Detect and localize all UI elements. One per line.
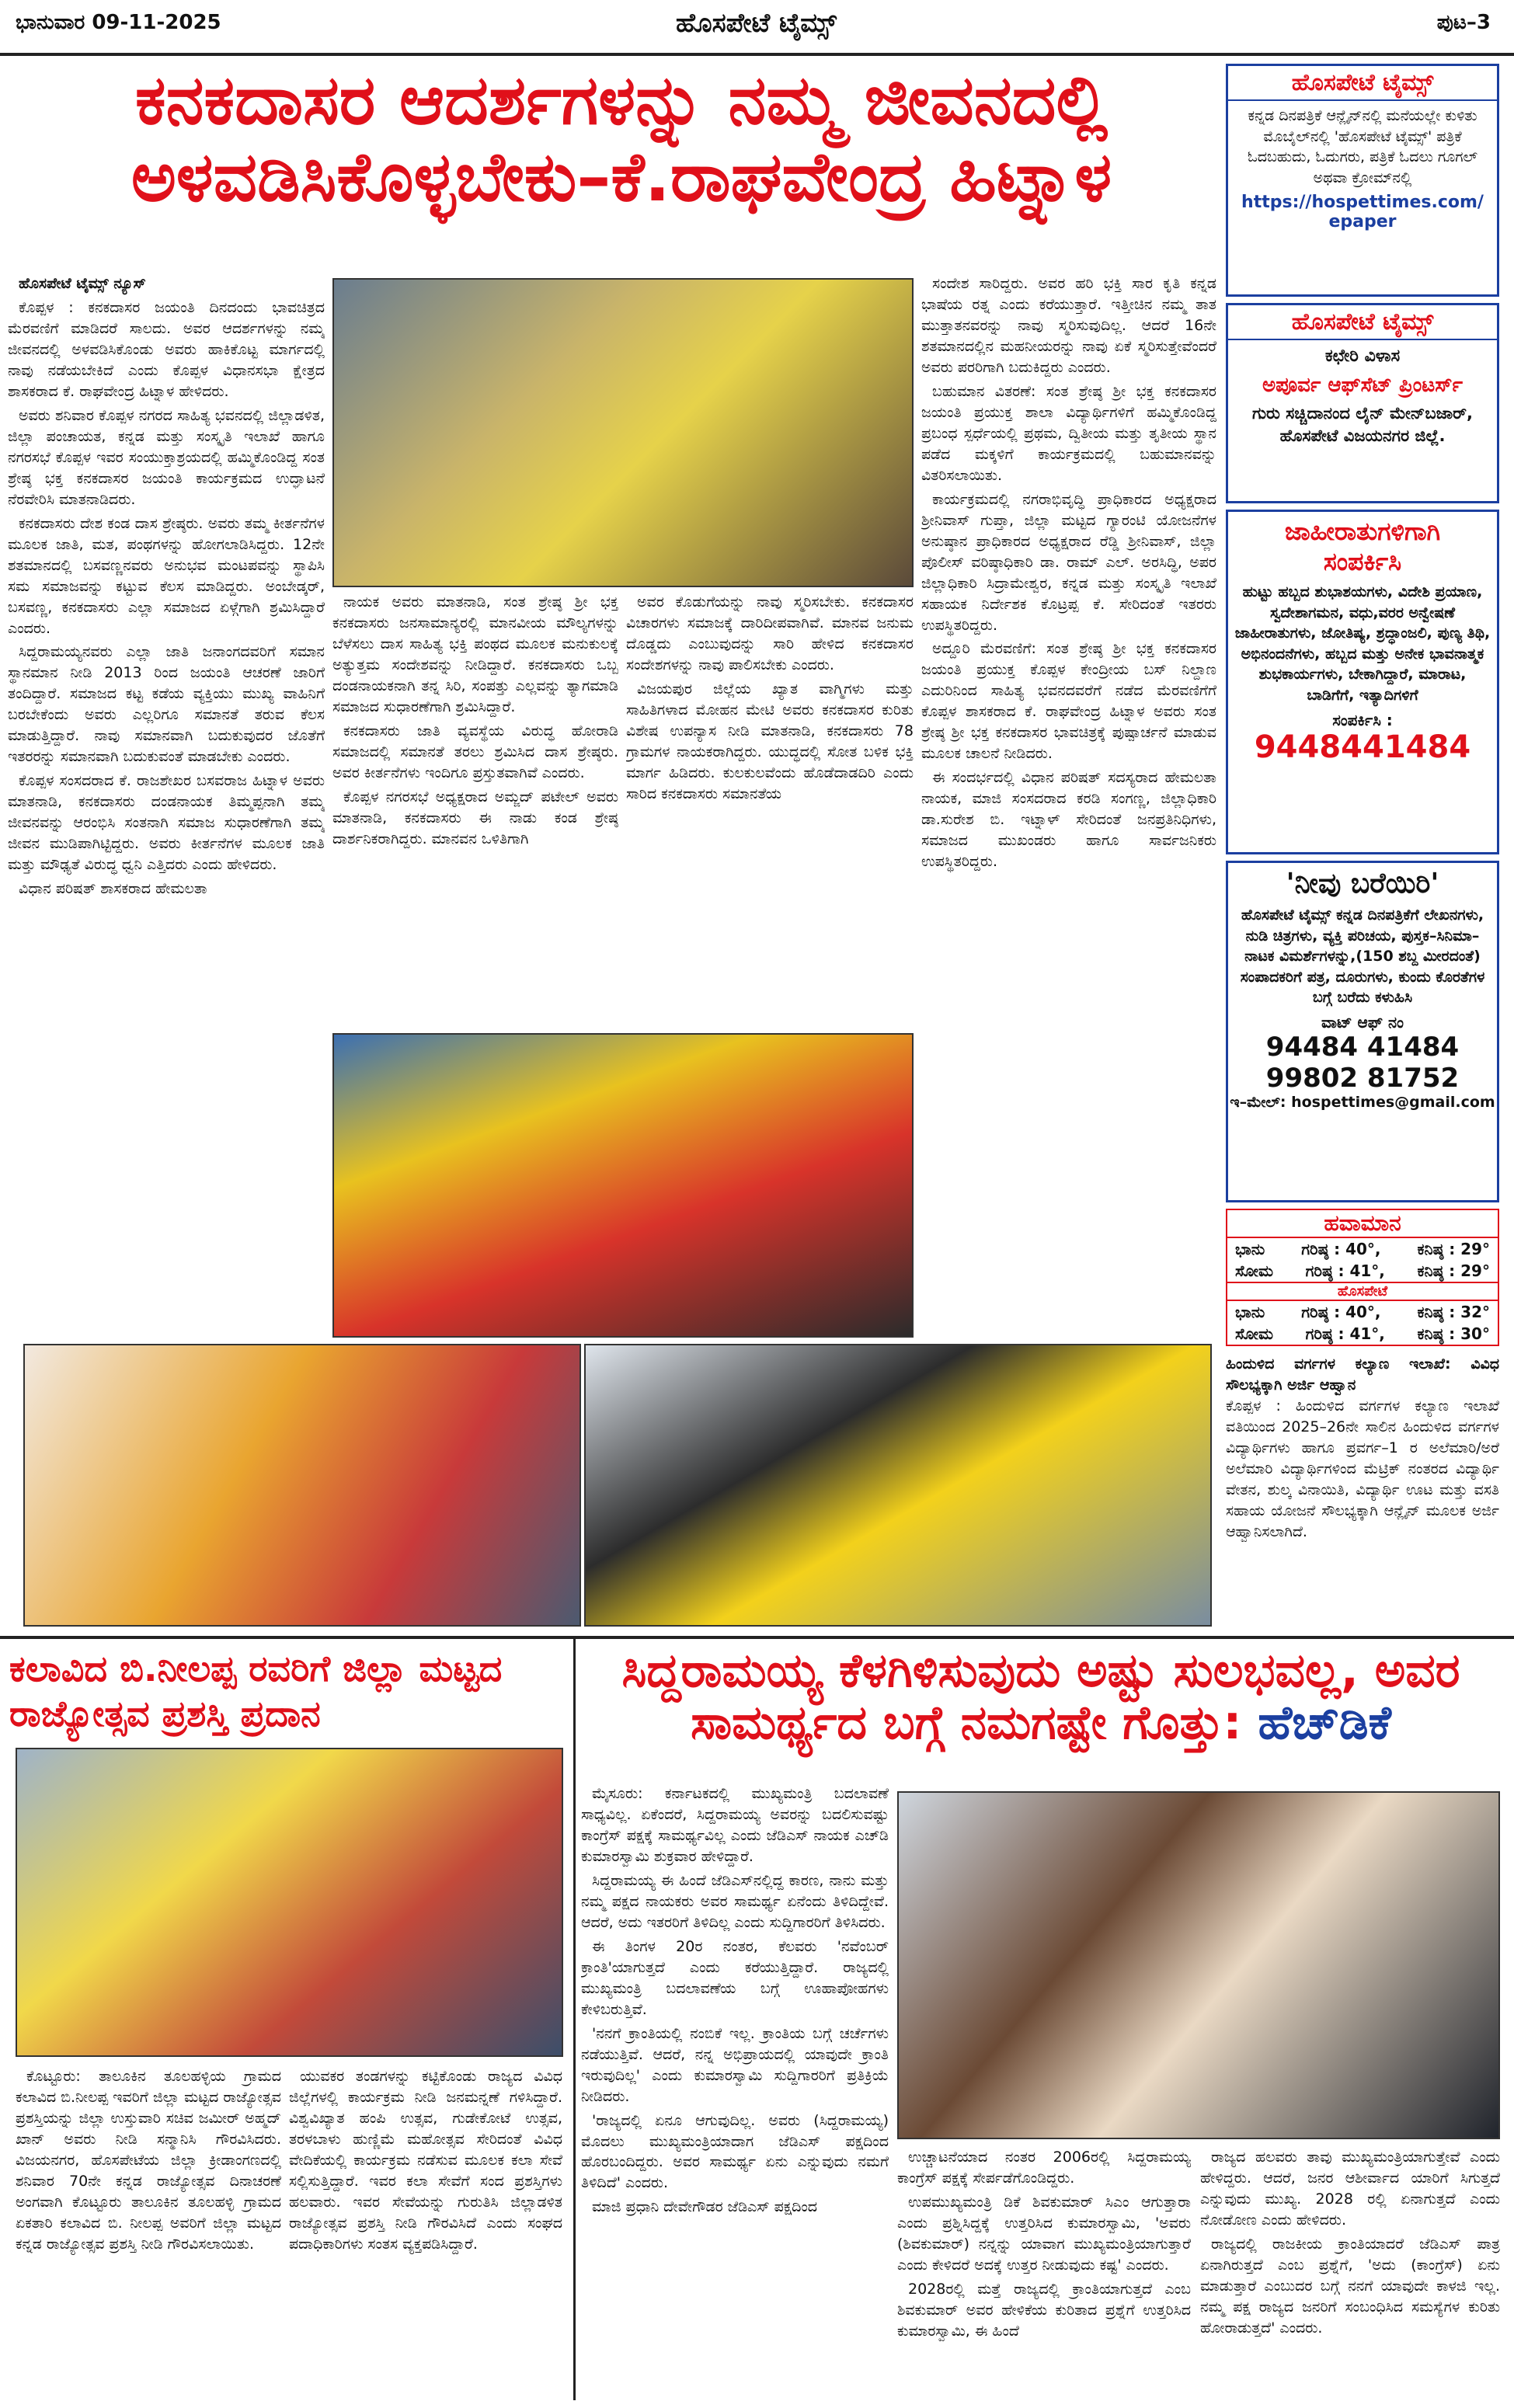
whatsapp-phone-2[interactable]: 99802 81752 xyxy=(1265,1062,1460,1094)
main-story-col3 xyxy=(626,592,914,1021)
section-divider xyxy=(0,1636,1514,1639)
paragraph: ಈ ಸಂದರ್ಭದಲ್ಲಿ ವಿಧಾನ ಪರಿಷತ್ ಸದಸ್ಯರಾದ ಹೇಮಲತಾ ನಾಯಕ, ಮಾಜಿ ಸಂಸದರಾದ ಕರಡಿ ಸಂಗಣ್ಣ, ಜಿಲ್ಲಾಧಿಕಾರಿ ಡಾ.ಸುರೇಶ ಬಿ. ಇಟ್ನಾಳ್ ಸೇರಿದಂತೆ ಜನಪ್ರತಿನಿಧಿಗಳು, ಸಮಾಜದ ಮುಖಂಡರು ಹಾಗೂ ಸಾರ್ವಜನಿಕರು ಉಪಸ್ಥಿತರಿದ್ದರು. xyxy=(921,769,1216,871)
whatsapp-label: ವಾಟ್ ಆಫ್ ನಂ xyxy=(1321,1012,1404,1032)
main-story-col1 xyxy=(8,273,325,1330)
award-ceremony-photo xyxy=(16,1748,563,2057)
paragraph: ಸಂದೇಶ ಸಾರಿದ್ದರು. ಅವರ ಹರಿ ಭಕ್ತಿ ಸಾರ ಕೃತಿ ಕನ್ನಡ ಭಾಷೆಯ ರತ್ನ ಎಂದು ಕರೆಯುತ್ತಾರೆ. ಇತ್ತೀಚಿನ ನಮ್ಮ ತಾತ ಮುತ್ತಾತನವರನ್ನು ನಾವು ಸ್ಮರಿಸುವುದಿಲ್ಲ. ಆದರೆ 16ನೇ ಶತಮಾನದಲ್ಲಿನ ಮಹನೀಯರನ್ನು ನಾವು ಏಕೆ ಸ್ಮರಿಸುತ್ತೇವೆಂದರೆ ಅವರು ಪರರಿಗಾಗಿ ಬದುಕಿದ್ದರು ಎಂದರು. xyxy=(921,275,1216,376)
paragraph: ವಿಜಯಪುರ ಜಿಲ್ಲೆಯ ಖ್ಯಾತ ವಾಗ್ಮಿಗಳು ಮತ್ತು ಸಾಹಿತಿಗಳಾದ ಮೋಹನ ಮೇಟಿ ಅವರು ಕನಕದಾಸರ ಕುರಿತು ವಿಶೇಷ ಉಪನ್ಯಾಸ ನೀಡಿ ಮಾತನಾಡಿ, ಕನಕದಾಸರು 78 ಗ್ರಾಮಗಳ ನಾಯಕರಾಗಿದ್ದರು. ಯುದ್ಧದಲ್ಲಿ ಸೋತ ಬಳಿಕ ಭಕ್ತಿ ಮಾರ್ಗ ಹಿಡಿದರು. ಕುಲಕುಲವೆಂದು ಹೊಡೆದಾಡದಿರಿ ಎಂದು ಸಾರಿದ ಕನಕದಾಸರು ಸಮಾನತೆಯ xyxy=(626,680,914,802)
paragraph: ಕನಕದಾಸರು ದೇಶ ಕಂಡ ದಾಸ ಶ್ರೇಷ್ಠರು. ಅವರು ತಮ್ಮ ಕೀರ್ತನೆಗಳ ಮೂಲಕ ಜಾತಿ, ಮತ, ಪಂಥಗಳನ್ನು ಹೋಗಲಾಡಿಸಿದ್ದರು. 12ನೇ ಶತಮಾನದಲ್ಲಿ ಬಸವಣ್ಣನವರು ಅನುಭವ ಮಂಟಪವನ್ನು ಸ್ಥಾಪಿಸಿ ಸಮ ಸಮಾಜವನ್ನು ಕಟ್ಟುವ ಕೆಲಸ ಮಾಡಿದ್ದರು. ಅಂಬೇಡ್ಕರ್, ಬಸವಣ್ಣ, ಕನಕದಾಸರು ಎಲ್ಲಾ ಸಮಾಜದ ಏಳ್ಗೆಗಾಗಿ ಶ್ರಮಿಸಿದ್ದಾರೆ ಎಂದರು. xyxy=(8,514,325,637)
weather-row xyxy=(1227,1323,1498,1345)
ad-title: ಹೊಸಪೇಟೆ ಟೈಮ್ಸ್ xyxy=(1228,66,1497,101)
paragraph: ನಾಯಕ ಅವರು ಮಾತನಾಡಿ, ಸಂತ ಶ್ರೇಷ್ಠ ಶ್ರೀ ಭಕ್ತ ಕನಕದಾಸರು ಜನಸಾಮಾನ್ಯರಲ್ಲಿ ಮಾನವೀಯ ಮೌಲ್ಯಗಳನ್ನು ಬೆಳೆಸಲು ದಾಸ ಸಾಹಿತ್ಯ ಭಕ್ತಿ ಪಂಥದ ಮೂಲಕ ಮನುಕುಲಕ್ಕೆ ಅತ್ಯುತ್ತಮ ಸಂದೇಶವನ್ನು ನೀಡಿದ್ದಾರೆ. ಕನಕದಾಸರು ಒಬ್ಬ ದಂಡನಾಯಕನಾಗಿ ತನ್ನ ಸಿರಿ, ಸಂಪತ್ತು ಎಲ್ಲವನ್ನು ತ್ಯಾಗಮಾಡಿ ಸಮಾಜದ ಸುಧಾರಣೆಗಾಗಿ ಶ್ರಮಿಸಿದ್ದಾರೆ. xyxy=(332,593,618,715)
weather-row xyxy=(1227,1301,1498,1323)
advertise-box xyxy=(1226,510,1499,854)
weather-max: ಗರಿಷ್ಠ : 41°, xyxy=(1305,1324,1385,1343)
weather-row xyxy=(1227,1260,1498,1282)
weather-box xyxy=(1226,1209,1499,1346)
story3-col1 xyxy=(581,1783,889,2400)
paragraph: ಕನಕದಾಸರು ಜಾತಿ ವ್ಯವಸ್ಥೆಯ ವಿರುದ್ಧ ಹೋರಾಡಿ ಸಮಾಜದಲ್ಲಿ ಸಮಾನತೆ ತರಲು ಶ್ರಮಿಸಿದ ದಾಸ ಶ್ರೇಷ್ಠರು. ಅವರ ಕೀರ್ತನೆಗಳು ಇಂದಿಗೂ ಪ್ರಸ್ತುತವಾಗಿವೆ ಎಂದರು. xyxy=(332,722,618,781)
story3-col2 xyxy=(897,2147,1191,2400)
advertise-phone[interactable]: 9448441484 xyxy=(1254,729,1471,765)
paragraph: ಅವರ ಕೊಡುಗೆಯನ್ನು ನಾವು ಸ್ಮರಿಸಬೇಕು. ಕನಕದಾಸರ ವಿಚಾರಗಳು ಸಮಾಜಕ್ಕೆ ದಾರಿದೀಪವಾಗಿವೆ. ಮಾನವ ಜನುಮ ದೊಡ್ಡದು ಎಂಬುವುದನ್ನು ಸಾರಿ ಹೇಳಿದ ಕನಕದಾಸರ ಸಂದೇಶಗಳನ್ನು ನಾವು ಪಾಲಿಸಬೇಕು ಎಂದರು. xyxy=(626,593,914,673)
paragraph: ಯುವಕರ ತಂಡಗಳನ್ನು ಕಟ್ಟಿಕೊಂಡು ರಾಜ್ಯದ ವಿವಿಧ ಜಿಲ್ಲೆಗಳಲ್ಲಿ ಕಾರ್ಯಕ್ರಮ ನೀಡಿ ಜನಮನ್ನಣೆ ಗಳಿಸಿದ್ದಾರೆ. ವಿಶ್ವವಿಖ್ಯಾತ ಹಂಪಿ ಉತ್ಸವ, ಗುಡೇಕೋಟೆ ಉತ್ಸವ, ತರಳಬಾಳು ಹುಣ್ಣಿಮೆ ಮಹೋತ್ಸವ ಸೇರಿದಂತೆ ವಿವಿಧ ವೇದಿಕೆಯಲ್ಲಿ ಕಾರ್ಯಕ್ರಮ ನಡೆಸುವ ಮೂಲಕ ಕಲಾ ಸೇವೆ ಸಲ್ಲಿಸುತ್ತಿದ್ದಾರೆ. ಇವರ ಕಲಾ ಸೇವೆಗೆ ಸಂದ ಪ್ರಶಸ್ತಿಗಳು ಹಲವಾರು. ಇವರ ಸೇವೆಯನ್ನು ಗುರುತಿಸಿ ಜಿಲ್ಲಾಡಳಿತ ರಾಜ್ಯೋತ್ಸವ ಪ್ರಶಸ್ತಿ ನೀಡಿ ಗೌರವಿಸಿದೆ ಎಂದು ಸಂಘದ ಪದಾಧಿಕಾರಿಗಳು ಸಂತಸ ವ್ಯಕ್ತಪಡಿಸಿದ್ದಾರೆ. xyxy=(289,2068,562,2253)
press-name: ಅಪೂರ್ವ ಆಫ್‌ಸೆಟ್ ಪ್ರಿಂಟರ್ಸ್ xyxy=(1262,373,1463,397)
weather-title: ಹವಾಮಾನ xyxy=(1227,1210,1498,1238)
paragraph: ಸಿದ್ದರಾಮಯ್ಯನವರು ಎಲ್ಲಾ ಜಾತಿ ಜನಾಂಗದವರಿಗೆ ಸಮಾನ ಸ್ಥಾನಮಾನ ನೀಡಿ 2013 ರಿಂದ ಜಯಂತಿ ಆಚರಣೆ ಜಾರಿಗೆ ತಂದಿದ್ದಾರೆ. ಸಮಾಜದ ಕಟ್ಟ ಕಡೆಯ ವ್ಯಕ್ತಿಯು ಮುಖ್ಯ ವಾಹಿನಿಗೆ ಬರಬೇಕೆಂದು ಅವರು ಎಲ್ಲರಿಗೂ ಸಮಾನತೆ ತರುವ ಕೆಲಸ ಮಾಡುತ್ತಿದ್ದಾರೆ. ನಾವು ಸಮಾನವಾಗಿ ಬದುಕುವುದರ ಜೊತೆಗೆ ಇತರರನ್ನು ಸಮಾನವಾಗಿ ಬದುಕುವಂತೆ ಮಾಡಬೇಕು ಎಂದರು. xyxy=(8,643,325,766)
weather-min: ಕನಿಷ್ಠ : 30° xyxy=(1417,1324,1490,1343)
weather-min: ಕನಿಷ್ಠ : 32° xyxy=(1417,1303,1490,1321)
office-address-box xyxy=(1226,303,1499,503)
page-number: ಪುಟ–3 xyxy=(1436,11,1491,34)
advertise-sub: ಸಂಪರ್ಕಿಸಿ xyxy=(1323,547,1402,576)
paragraph: ಅವರು ಶನಿವಾರ ಕೊಪ್ಪಳ ನಗರದ ಸಾಹಿತ್ಯ ಭವನದಲ್ಲಿ ಜಿಲ್ಲಾಡಳಿತ, ಜಿಲ್ಲಾ ಪಂಚಾಯತ, ಕನ್ನಡ ಮತ್ತು ಸಂಸ್ಕೃತಿ ಇಲಾಖೆ ಹಾಗೂ ನಗರಸಭೆ ಕೊಪ್ಪಳ ಇವರ ಸಂಯುಕ್ತಾಶ್ರಯದಲ್ಲಿ ಹಮ್ಮಿಕೊಂಡಿದ್ದ ಸಂತ ಶ್ರೇಷ್ಠ ಭಕ್ತ ಕನಕದಾಸರ ಜಯಂತಿ ಕಾರ್ಯಕ್ರಮದ ಉದ್ಘಾಟನೆ ನೆರವೇರಿಸಿ ಮಾತನಾಡಿದರು. xyxy=(8,406,325,508)
column-divider xyxy=(573,1639,576,2400)
epaper-link[interactable]: epaper xyxy=(1328,212,1397,232)
paragraph: ಕೊಪ್ಪಳ ನಗರಸಭೆ ಅಧ್ಯಕ್ಷರಾದ ಅಮ್ಜದ್ ಪಟೇಲ್ ಅವರು ಮಾತನಾಡಿ, ಕನಕದಾಸರು ಈ ನಾಡು ಕಂಡ ಶ್ರೇಷ್ಠ ದಾರ್ಶನಿಕರಾಗಿದ್ದರು. ಮಾನವನ ಒಳಿತಿಗಾಗಿ xyxy=(332,788,618,847)
whatsapp-phone-1[interactable]: 94484 41484 xyxy=(1265,1031,1460,1063)
office-label: ಕಛೇರಿ ವಿಳಾಸ xyxy=(1324,346,1401,366)
weather-min: ಕನಿಷ್ಠ : 29° xyxy=(1417,1240,1490,1258)
paragraph: ವಿಧಾನ ಪರಿಷತ್ ಶಾಸಕರಾದ ಹೇಮಲತಾ xyxy=(19,880,207,898)
weather-max: ಗರಿಷ್ಠ : 40°, xyxy=(1301,1240,1381,1258)
paragraph: ಉಪಮುಖ್ಯಮಂತ್ರಿ ಡಿಕೆ ಶಿವಕುಮಾರ್ ಸಿಎಂ ಆಗುತ್ತಾರಾ ಎಂದು ಪ್ರಶ್ನಿಸಿದ್ದಕ್ಕೆ ಉತ್ತರಿಸಿದ ಕುಮಾರಸ್ವಾಮಿ, 'ಅವರು (ಶಿವಕುಮಾರ್) ನನ್ನನ್ನು ಯಾವಾಗ ಮುಖ್ಯಮಂತ್ರಿಯಾಗುತ್ತಾರೆ ಎಂದು ಕೇಳಿದರೆ ಅದಕ್ಕೆ ಉತ್ತರ ನೀಡುವುದು ಕಷ್ಟ' ಎಂದರು. xyxy=(897,2193,1191,2274)
paragraph: ಉಚ್ಚಾಟನೆಯಾದ ನಂತರ 2006ರಲ್ಲಿ ಸಿದ್ದರಾಮಯ್ಯ ಕಾಂಗ್ರೆಸ್ ಪಕ್ಷಕ್ಕೆ ಸೇರ್ಪಡೆಗೊಂಡಿದ್ದರು. xyxy=(897,2149,1191,2187)
notice-text: ಕೊಪ್ಪಳ : ಹಿಂದುಳಿದ ವರ್ಗಗಳ ಕಲ್ಯಾಣ ಇಲಾಖೆ ವತಿಯಿಂದ 2025–26ನೇ ಸಾಲಿನ ಹಿಂದುಳಿದ ವರ್ಗಗಳ ವಿದ್ಯಾರ್ಥಿಗಳು ಹಾಗೂ ಪ್ರವರ್ಗ–1 ರ ಅಲೆಮಾರಿ/ಅರೆ ಅಲೆಮಾರಿ ವಿದ್ಯಾರ್ಥಿಗಳಿಂದ ಮೆಟ್ರಿಕ್ ನಂತರದ ವಿದ್ಯಾರ್ಥಿ ವೇತನ, ಶುಲ್ಕ ವಿನಾಯಿತಿ, ವಿದ್ಯಾರ್ಥಿ ಊಟ ಮತ್ತು ವಸತಿ ಸಹಾಯ ಯೋಜನೆ ಸೌಲಭ್ಯಕ್ಕಾಗಿ ಆನ್ಲೈನ್ ಮೂಲಕ ಅರ್ಜಿ ಆಹ್ವಾನಿಸಲಾಗಿದೆ. xyxy=(1226,1397,1499,1540)
main-story-col4 xyxy=(921,273,1216,1330)
paragraph: ರಾಜ್ಯದ ಹಲವರು ತಾವು ಮುಖ್ಯಮಂತ್ರಿಯಾಗುತ್ತೇವೆ ಎಂದು ಹೇಳಿದ್ದರು. ಆದರೆ, ಜನರ ಆಶೀರ್ವಾದ ಯಾರಿಗೆ ಸಿಗುತ್ತದೆ ಎನ್ನುವುದು ಮುಖ್ಯ. 2028 ರಲ್ಲಿ ಏನಾಗುತ್ತದೆ ಎಂದು ನೋಡೋಣ ಎಂದು ಹೇಳಿದರು. xyxy=(1200,2149,1500,2229)
story2-col1 xyxy=(16,2066,281,2400)
paragraph: ಸಿದ್ದರಾಮಯ್ಯ ಈ ಹಿಂದೆ ಜೆಡಿಎಸ್‌ನಲ್ಲಿದ್ದ ಕಾರಣ, ನಾನು ಮತ್ತು ನಮ್ಮ ಪಕ್ಷದ ನಾಯಕರು ಅವರ ಸಾಮರ್ಥ್ಯ ಏನೆಂದು ತಿಳಿದಿದ್ದೇವೆ. ಆದರೆ, ಅದು ಇತರರಿಗೆ ತಿಳಿದಿಲ್ಲ ಎಂದು ಸುದ್ದಿಗಾರರಿಗೆ ತಿಳಿಸಿದರು. xyxy=(581,1871,889,1931)
paragraph: ಕೊಪ್ಪಳ : ಕನಕದಾಸರ ಜಯಂತಿ ದಿನದಂದು ಭಾವಚಿತ್ರದ ಮೆರವಣಿಗೆ ಮಾಡಿದರೆ ಸಾಲದು. ಅವರ ಆದರ್ಶಗಳನ್ನು ನಮ್ಮ ಜೀವನದಲ್ಲಿ ಅಳವಡಿಸಿಕೊಂಡು ಅವರು ಹಾಕಿಕೊಟ್ಟ ಮಾರ್ಗದಲ್ಲಿ ನಾವು ನಡೆಯಬೇಕಿದೆ ಎಂದು ಕೊಪ್ಪಳ ವಿಧಾನಸಭಾ ಕ್ಷೇತ್ರದ ಶಾಸಕರಾದ ಕೆ. ರಾಘವೇಂದ್ರ ಹಿಟ್ನಾಳ ಹೇಳಿದರು. xyxy=(8,298,325,400)
weather-max: ಗರಿಷ್ಠ : 40°, xyxy=(1301,1303,1381,1321)
paragraph: 'ನನಗೆ ಕ್ರಾಂತಿಯಲ್ಲಿ ನಂಬಿಕೆ ಇಲ್ಲ. ಕ್ರಾಂತಿಯ ಬಗ್ಗೆ ಚರ್ಚೆಗಳು ನಡೆಯುತ್ತಿವೆ. ಆದರೆ, ನನ್ನ ಅಭಿಪ್ರಾಯದಲ್ಲಿ ಯಾವುದೇ ಕ್ರಾಂತಿ ಇರುವುದಿಲ್ಲ' ಎಂದು ಕುಮಾರಸ್ವಾಮಿ ಸುದ್ದಿಗಾರರಿಗೆ ಪ್ರತಿಕ್ರಿಯೆ ನೀಡಿದರು. xyxy=(581,2024,889,2105)
office-title: ಹೊಸಪೇಟೆ ಟೈಮ್ಸ್ xyxy=(1228,305,1497,340)
masthead xyxy=(0,0,1514,56)
contact-email[interactable]: ಇ–ಮೇಲ್: hospettimes@gmail.com xyxy=(1230,1093,1495,1111)
paragraph: ಕೊಪ್ಪಳ ಸಂಸದರಾದ ಕೆ. ರಾಜಶೇಖರ ಬಸವರಾಜ ಹಿಟ್ನಾಳ ಅವರು ಮಾತನಾಡಿ, ಕನಕದಾಸರು ದಂಡನಾಯಕ ತಿಮ್ಮಪ್ಪನಾಗಿ ತಮ್ಮ ಜೀವನವನ್ನು ಆರಂಭಿಸಿ ಸಂತನಾಗಿ ಸಮಾಜ ಸುಧಾರಣೆಗಾಗಿ ತಮ್ಮ ಜೀವನ ಮುಡಿಪಾಗಿಟ್ಟಿದ್ದರು. ಅವರು ಕೀರ್ತನೆಗಳ ಮೂಲಕ ಜಾತಿ ಮತ್ತು ಮೌಢ್ಯತೆ ವಿರುದ್ಧ ಧ್ವನಿ ಎತ್ತಿದರು ಎಂದು ಹೇಳಿದರು. xyxy=(8,772,325,874)
write-to-us-box xyxy=(1226,861,1499,1202)
notice-title: ಹಿಂದುಳಿದ ವರ್ಗಗಳ ಕಲ್ಯಾಣ ಇಲಾಖೆ: ವಿವಿಧ ಸೌಲಭ್ಯಕ್ಕಾಗಿ ಅರ್ಜಿ ಆಹ್ವಾನ xyxy=(1226,1355,1499,1394)
office-address: ಗುರು ಸಚ್ಚಿದಾನಂದ ಲೈನ್ ಮೇನ್‌ಬಜಾರ್, ಹೊಸಪೇಟೆ ವಿಜಯನಗರ ಜಿಲ್ಲೆ. xyxy=(1251,403,1474,446)
story2-col2 xyxy=(289,2066,562,2400)
paragraph: 'ರಾಜ್ಯದಲ್ಲಿ ಏನೂ ಆಗುವುದಿಲ್ಲ. ಅವರು (ಸಿದ್ದರಾಮಯ್ಯ) ಮೊದಲು ಮುಖ್ಯಮಂತ್ರಿಯಾದಾಗ ಜೆಡಿಎಸ್ ಪಕ್ಷದಿಂದ ಹೊರಬಂದಿದ್ದರು. ಅವರ ಸಾಮರ್ಥ್ಯ ಏನು ಎನ್ನುವುದು ನಮಗೆ ತಿಳಿದಿದೆ' ಎಂದರು. xyxy=(581,2111,889,2192)
main-story-col2 xyxy=(332,592,618,1021)
weather-max: ಗರಿಷ್ಠ : 41°, xyxy=(1305,1261,1385,1280)
notice xyxy=(1226,1354,1499,1543)
newspaper-name: ಹೊಸಪೇಟೆ ಟೈಮ್ಸ್ xyxy=(676,8,837,39)
story3-headline-main: ಸಿದ್ದರಾಮಯ್ಯ ಕೆಳಗಿಳಿಸುವುದು ಅಷ್ಟು ಸುಲಭವಲ್ಲ, ಅವರ ಸಾಮರ್ಥ್ಯದ ಬಗ್ಗೆ ನಮಗಷ್ಟೇ ಗೊತ್ತು: xyxy=(621,1644,1460,1751)
weather-day: ಸೋಮ xyxy=(1235,1261,1273,1280)
paragraph: ಕಾರ್ಯಕ್ರಮದಲ್ಲಿ ನಗರಾಭಿವೃದ್ಧಿ ಪ್ರಾಧಿಕಾರದ ಅಧ್ಯಕ್ಷರಾದ ಶ್ರೀನಿವಾಸ್ ಗುಪ್ತಾ, ಜಿಲ್ಲಾ ಮಟ್ಟದ ಗ್ಯಾರಂಟಿ ಯೋಜನೆಗಳ ಅನುಷ್ಠಾನ ಪ್ರಾಧಿಕಾರದ ಅಧ್ಯಕ್ಷರಾದ ರೆಡ್ಡಿ ಶ್ರೀನಿವಾಸ್, ಜಿಲ್ಲಾ ಪೊಲೀಸ್ ವರಿಷ್ಠಾಧಿಕಾರಿ ಡಾ. ರಾಮ್ ಎಲ್. ಅರಸಿದ್ಧಿ, ಅಪರ ಜಿಲ್ಲಾಧಿಕಾರಿ ಸಿದ್ರಾಮೇಶ್ವರ, ಕನ್ನಡ ಮತ್ತು ಸಂಸ್ಕೃತಿ ಇಲಾಖೆ ಸಹಾಯಕ ನಿರ್ದೇಶಕ ಕೊಟ್ರಪ್ಪ ಕೆ. ಸೇರಿದಂತೆ ಇತರರು ಉಪಸ್ಥಿತರಿದ್ದರು. xyxy=(921,490,1216,634)
weather-day: ಭಾನು xyxy=(1235,1240,1265,1258)
advertise-contact-label: ಸಂಪರ್ಕಿಸಿ : xyxy=(1332,710,1393,729)
story2-headline: ಕಲಾವಿದ ಬಿ.ನೀಲಪ್ಪ ರವರಿಗೆ ಜಿಲ್ಲಾ ಮಟ್ಟದ ರಾಜ್ಯೋತ್ಸವ ಪ್ರಶಸ್ತಿ ಪ್ರದಾನ xyxy=(9,1648,503,1735)
website-link[interactable]: https://hospettimes.com/ xyxy=(1241,193,1484,213)
advertise-title: ಜಾಹೀರಾತುಗಳಿಗಾಗಿ xyxy=(1284,517,1441,546)
issue-date: ಭಾನುವಾರ 09-11-2025 xyxy=(16,11,221,34)
women-group-photo xyxy=(23,1344,581,1627)
prize-distribution-photo xyxy=(584,1344,1212,1627)
advertise-text: ಹುಟ್ಟು ಹಬ್ಬದ ಶುಭಾಶಯಗಳು, ವಿದೇಶಿ ಪ್ರಯಾಣ, ಸ್ವದೇಶಾಗಮನ, ವಧು,ವರರ ಅನ್ವೇಷಣೆ ಜಾಹೀರಾತುಗಳು, ಜೋತಿಷ್ಯ, ಶ್ರದ್ಧಾಂಜಲಿ, ಪುಣ್ಯ ತಿಥಿ, ಅಭಿನಂದನೆಗಳು, ಹಬ್ಬದ ಮತ್ತು ಅನೇಕ ಭಾವನಾತ್ಮಕ ಶುಭಕಾರ್ಯಗಳು, ಬೇಕಾಗಿದ್ದಾರೆ, ಮಾರಾಟ, ಬಾಡಿಗೆಗೆ, ಇತ್ಯಾದಿಗಳಿಗೆ xyxy=(1234,583,1491,704)
weather-day: ಸೋಮ xyxy=(1235,1324,1273,1343)
kumaraswamy-photo xyxy=(897,1791,1500,2139)
paragraph: ಮಾಜಿ ಪ್ರಧಾನಿ ದೇವೇಗೌಡರ ಜೆಡಿಎಸ್ ಪಕ್ಷದಿಂದ xyxy=(592,2198,818,2216)
story3-col3 xyxy=(1200,2147,1500,2400)
weather-city: ಹೊಸಪೇಟೆ xyxy=(1227,1282,1498,1301)
weather-day: ಭಾನು xyxy=(1235,1303,1265,1321)
sidebar xyxy=(1226,64,1499,1543)
paragraph: ರಾಜ್ಯದಲ್ಲಿ ರಾಜಕೀಯ ಕ್ರಾಂತಿಯಾದರೆ ಜೆಡಿಎಸ್ ಪಾತ್ರ ಏನಾಗಿರುತ್ತದೆ ಎಂಬ ಪ್ರಶ್ನೆಗೆ, 'ಅದು (ಕಾಂಗ್ರೆಸ್) ಏನು ಮಾಡುತ್ತಾರೆ ಎಂಬುದರ ಬಗ್ಗೆ ನನಗೆ ಯಾವುದೇ ಕಾಳಜಿ ಇಲ್ಲ. ನಮ್ಮ ಪಕ್ಷ ರಾಜ್ಯದ ಜನರಿಗೆ ಸಂಬಂಧಿಸಿದ ಸಮಸ್ಯೆಗಳ ಕುರಿತು ಹೋರಾಡುತ್ತದೆ' ಎಂದರು. xyxy=(1200,2235,1500,2337)
lamp-lighting-photo xyxy=(332,278,914,587)
paragraph: ಬಹುಮಾನ ವಿತರಣೆ: ಸಂತ ಶ್ರೇಷ್ಠ ಶ್ರೀ ಭಕ್ತ ಕನಕದಾಸರ ಜಯಂತಿ ಪ್ರಯುಕ್ತ ಶಾಲಾ ವಿದ್ಯಾರ್ಥಿಗಳಿಗೆ ಹಮ್ಮಿಕೊಂಡಿದ್ದ ಪ್ರಬಂಧ ಸ್ಪರ್ಧೆಯಲ್ಲಿ ಪ್ರಥಮ, ದ್ವಿತೀಯ ಮತ್ತು ತೃತೀಯ ಸ್ಥಾನ ಪಡೆದ ಮಕ್ಕಳಿಗೆ ಕಾರ್ಯಕ್ರಮದಲ್ಲಿ ಬಹುಮಾನವನ್ನು ವಿತರಿಸಲಾಯಿತು. xyxy=(921,382,1216,484)
ad-text: ಕನ್ನಡ ದಿನಪತ್ರಿಕೆ ಆನ್ಲೈನ್‌ನಲ್ಲಿ ಮನೆಯಲ್ಲೇ ಕುಳಿತು ಮೊಬೈಲ್‌ನಲ್ಲಿ 'ಹೊಸಪೇಟೆ ಟೈಮ್ಸ್' ಪತ್ರಿಕೆ ಓದಬಹುದು, ಓದುಗರು, ಪತ್ರಿಕೆ ಓದಲು ಗೂಗಲ್ ಅಥವಾ ಕ್ರೋಮ್‌ನಲ್ಲಿ xyxy=(1247,107,1478,186)
main-headline: ಕನಕದಾಸರ ಆದರ್ಶಗಳನ್ನು ನಮ್ಮ ಜೀವನದಲ್ಲಿ ಅಳವಡಿಸಿಕೊಳ್ಳಬೇಕು–ಕೆ.ರಾಘವೇಂದ್ರ ಹಿಟ್ನಾಳ xyxy=(131,60,1112,217)
paragraph: 2028ರಲ್ಲಿ ಮತ್ತೆ ರಾಜ್ಯದಲ್ಲಿ ಕ್ರಾಂತಿಯಾಗುತ್ತದೆ ಎಂಬ ಶಿವಕುಮಾರ್ ಅವರ ಹೇಳಿಕೆಯ ಕುರಿತಾದ ಪ್ರಶ್ನೆಗೆ ಉತ್ತರಿಸಿದ ಕುಮಾರಸ್ವಾಮಿ, ಈ ಹಿಂದೆ xyxy=(897,2280,1191,2340)
paragraph: ಮೈಸೂರು: ಕರ್ನಾಟಕದಲ್ಲಿ ಮುಖ್ಯಮಂತ್ರಿ ಬದಲಾವಣೆ ಸಾಧ್ಯವಿಲ್ಲ. ಏಕೆಂದರೆ, ಸಿದ್ದರಾಮಯ್ಯ ಅವರನ್ನು ಬದಲಿಸುವಷ್ಟು ಕಾಂಗ್ರೆಸ್ ಪಕ್ಷಕ್ಕೆ ಸಾಮರ್ಥ್ಯವಿಲ್ಲ ಎಂದು ಜೆಡಿಎಸ್ ನಾಯಕ ಎಚ್‌ಡಿ ಕುಮಾರಸ್ವಾಮಿ ಶುಕ್ರವಾರ ಹೇಳಿದ್ದಾರೆ. xyxy=(581,1785,889,1865)
weather-min: ಕನಿಷ್ಠ : 29° xyxy=(1417,1261,1490,1280)
paragraph: ಈ ತಿಂಗಳ 20ರ ನಂತರ, ಕೆಲವರು 'ನವೆಂಬರ್ ಕ್ರಾಂತಿ'ಯಾಗುತ್ತದೆ ಎಂದು ಕರೆಯುತ್ತಿದ್ದಾರೆ. ರಾಜ್ಯದಲ್ಲಿ ಮುಖ್ಯಮಂತ್ರಿ ಬದಲಾವಣೆಯ ಬಗ್ಗೆ ಊಹಾಪೋಹಗಳು ಕೇಳಿಬರುತ್ತಿವೆ. xyxy=(581,1937,889,2018)
paragraph: ಕೊಟ್ಟೂರು: ತಾಲೂಕಿನ ತೂಲಹಳ್ಳಿಯ ಗ್ರಾಮದ ಕಲಾವಿದ ಬಿ.ನೀಲಪ್ಪ ಇವರಿಗೆ ಜಿಲ್ಲಾ ಮಟ್ಟದ ರಾಜ್ಯೋತ್ಸವ ಪ್ರಶಸ್ತಿಯನ್ನು ಜಿಲ್ಲಾ ಉಸ್ತುವಾರಿ ಸಚಿವ ಜಮೀರ್ ಅಹ್ಮದ್ ಖಾನ್ ಅವರು ನೀಡಿ ಸನ್ಮಾನಿಸಿ ಗೌರವಿಸಿದರು. ವಿಜಯನಗರ, ಹೊಸಪೇಟೆಯ ಜಿಲ್ಲಾ ಕ್ರೀಡಾಂಗಣದಲ್ಲಿ ಶನಿವಾರ 70ನೇ ಕನ್ನಡ ರಾಜ್ಯೋತ್ಸವ ದಿನಾಚರಣೆ ಅಂಗವಾಗಿ ಕೊಟ್ಟೂರು ತಾಲೂಕಿನ ತೂಲಹಳ್ಳಿ ಗ್ರಾಮದ ಏಕತಾರಿ ಕಲಾವಿದ ಬಿ. ನೀಲಪ್ಪ ಅವರಿಗೆ ಜಿಲ್ಲಾ ಮಟ್ಟದ ಕನ್ನಡ ರಾಜ್ಯೋತ್ಸವ ಪ್ರಶಸ್ತಿ ನೀಡಿ ಗೌರವಿಸಲಾಯಿತು. xyxy=(16,2068,281,2253)
write-title: 'ನೀವು ಬರೆಯಿರಿ' xyxy=(1286,868,1439,900)
paragraph: ಅದ್ದೂರಿ ಮೆರವಣಿಗೆ: ಸಂತ ಶ್ರೇಷ್ಠ ಶ್ರೀ ಭಕ್ತ ಕನಕದಾಸರ ಜಯಂತಿ ಪ್ರಯುಕ್ತ ಕೊಪ್ಪಳ ಕೇಂದ್ರೀಯ ಬಸ್ ನಿಲ್ದಾಣ ಎದುರಿನಿಂದ ಸಾಹಿತ್ಯ ಭವನದವರೆಗೆ ನಡೆದ ಮೆರವಣಿಗೆಗೆ ಕೊಪ್ಪಳ ಶಾಸಕರಾದ ಕೆ. ರಾಘವೇಂದ್ರ ಹಿಟ್ನಾಳ ಅವರು ಸಂತ ಶ್ರೇಷ್ಠ ಶ್ರೀ ಭಕ್ತ ಕನಕದಾಸರ ಭಾವಚಿತ್ರಕ್ಕೆ ಪುಷ್ಪಾರ್ಚನೆ ಮಾಡುವ ಮೂಲಕ ಚಾಲನೆ ನೀಡಿದರು. xyxy=(921,640,1216,763)
weather-row xyxy=(1227,1238,1498,1260)
epaper-ad xyxy=(1226,64,1499,297)
story3-headline xyxy=(579,1645,1503,1749)
story3-headline-name: ಹೆಚ್‌ಡಿಕೆ xyxy=(1258,1696,1391,1751)
byline: ಹೊಸಪೇಟೆ ಟೈಮ್ಸ್ ನ್ಯೂಸ್ xyxy=(19,275,146,292)
procession-photo xyxy=(332,1033,914,1338)
write-text: ಹೊಸಪೇಟೆ ಟೈಮ್ಸ್ ಕನ್ನಡ ದಿನಪತ್ರಿಕೆಗೆ ಲೇಖನಗಳು, ನುಡಿ ಚಿತ್ರಗಳು, ವ್ಯಕ್ತಿ ಪರಿಚಯ, ಪುಸ್ತಕ–ಸಿನಿಮಾ–ನಾಟಕ ವಿಮರ್ಶೆಗಳನ್ನು,(150 ಶಬ್ದ ಮೀರದಂತೆ) ಸಂಪಾದಕರಿಗೆ ಪತ್ರ, ದೂರುಗಳು, ಕುಂದು ಕೊರತೆಗಳ ಬಗ್ಗೆ ಬರೆದು ಕಳುಹಿಸಿ xyxy=(1240,906,1485,1007)
